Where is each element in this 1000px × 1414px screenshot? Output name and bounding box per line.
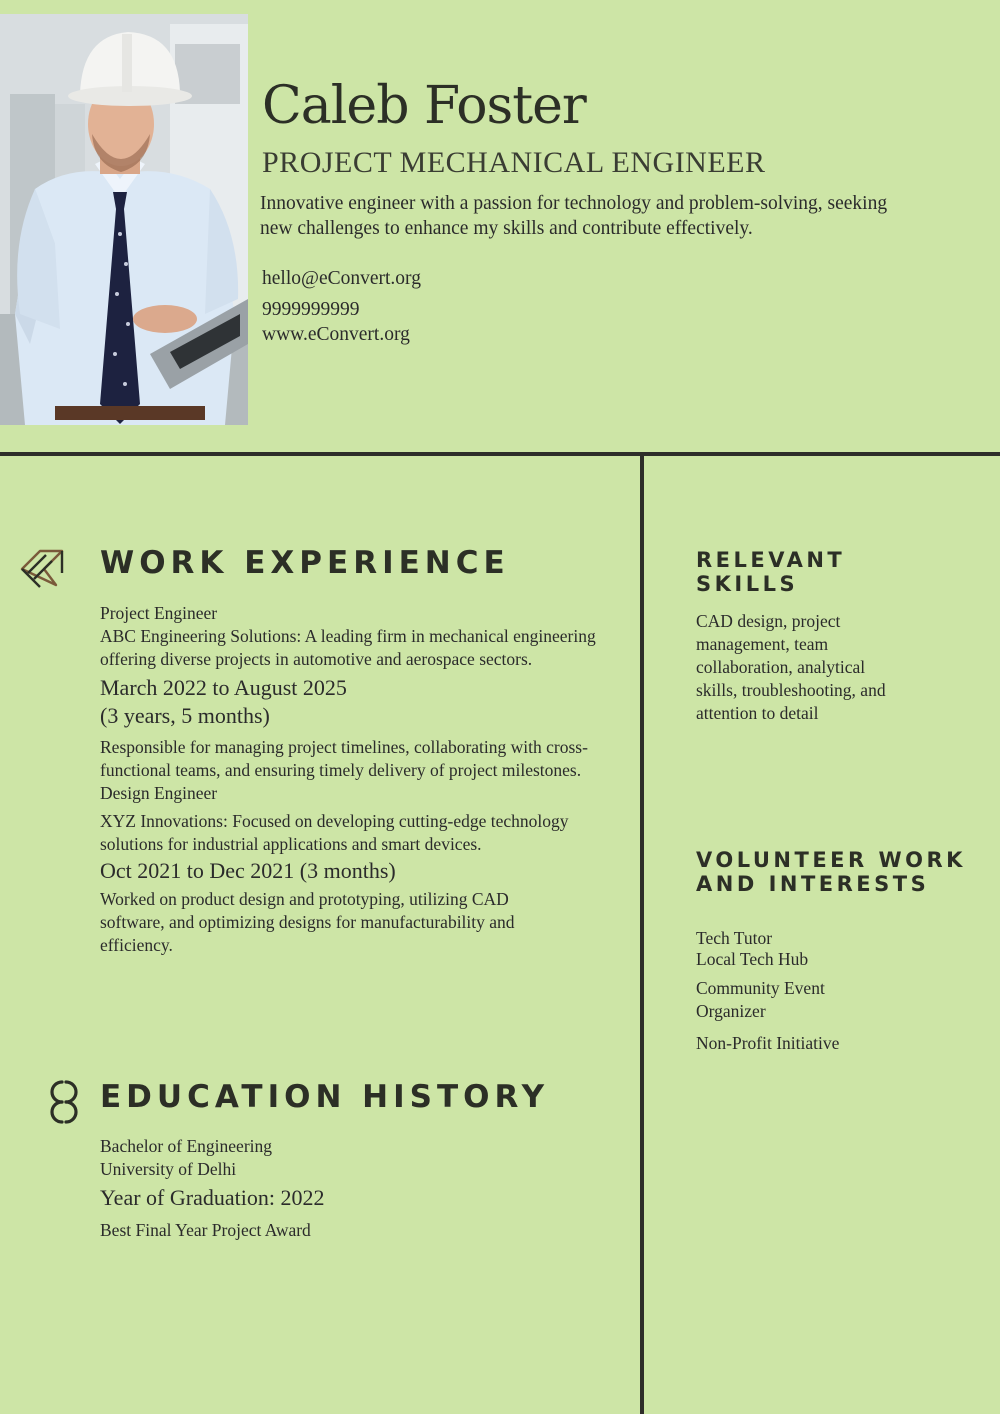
work-experience-heading: WORK EXPERIENCE (100, 545, 510, 581)
education-graduation: Year of Graduation: 2022 (100, 1185, 325, 1210)
stacked-layers-icon (18, 543, 66, 591)
contact-website[interactable]: www.eConvert.org (262, 324, 410, 345)
horizontal-divider (0, 452, 1000, 456)
profile-summary: Innovative engineer with a passion for technology and problem-solving, seeking new challenges to enhance my skills and contribute effectively. (260, 193, 888, 239)
education-school: University of Delhi (100, 1159, 237, 1179)
volunteer-heading-line2: AND INTERESTS (696, 872, 930, 896)
education-degree: Bachelor of Engineering (100, 1136, 273, 1156)
skills-heading-line2: SKILLS (696, 572, 799, 596)
skills-heading (696, 548, 845, 596)
job-1-description: Responsible for managing project timelines, collaborating with cross-functional teams, and ensuring timely delivery of project milestones. (100, 737, 588, 780)
skills-text: CAD design, project management, team collaboration, analytical skills, troubleshooting, and attention to detail (696, 611, 886, 723)
job-2-role: Design Engineer (100, 783, 218, 803)
work-experience-section (100, 602, 600, 957)
job-1-company: ABC Engineering Solutions: A leading firm in mechanical engineering offering diverse projects in automotive and aerospace sectors. (100, 626, 596, 669)
list-item (696, 977, 956, 1023)
education-section (100, 1135, 600, 1242)
volunteer-item-2-detail: Organizer (696, 1001, 766, 1021)
volunteer-heading (696, 848, 966, 896)
vertical-divider (640, 452, 644, 1414)
job-2-company: XYZ Innovations: Focused on developing cutting-edge technology solutions for industrial applications and smart devices. (100, 811, 569, 854)
volunteer-item-1-title: Tech Tutor (696, 928, 773, 948)
volunteer-heading-line1: VOLUNTEER WORK (696, 848, 966, 872)
skills-heading-line1: RELEVANT (696, 548, 846, 572)
volunteer-item-2-title: Community Event (696, 978, 825, 998)
list-item (696, 928, 956, 970)
contact-phone: 9999999999 (262, 299, 360, 320)
education-heading: EDUCATION HISTORY (100, 1079, 550, 1115)
list-item (696, 1032, 956, 1055)
job-1-duration: (3 years, 5 months) (100, 703, 270, 728)
volunteer-list (696, 928, 956, 1055)
contact-email[interactable]: hello@eConvert.org (262, 268, 421, 289)
job-2-description: Worked on product design and prototyping, utilizing CAD software, and optimizing designs for manufacturability and efficiency. (100, 889, 515, 955)
engineer-portrait-image (0, 14, 248, 425)
profile-photo (0, 14, 248, 425)
interlocking-circles-icon (40, 1078, 88, 1126)
volunteer-item-1-org: Local Tech Hub (696, 949, 809, 969)
job-1-dates: March 2022 to August 2025 (100, 675, 347, 700)
candidate-name: Caleb Foster (262, 76, 586, 136)
job-title: PROJECT MECHANICAL ENGINEER (262, 146, 766, 179)
education-award: Best Final Year Project Award (100, 1220, 311, 1240)
job-2-dates: Oct 2021 to Dec 2021 (3 months) (100, 858, 396, 883)
job-1-role: Project Engineer (100, 603, 218, 623)
volunteer-item-3-title: Non-Profit Initiative (696, 1033, 840, 1053)
